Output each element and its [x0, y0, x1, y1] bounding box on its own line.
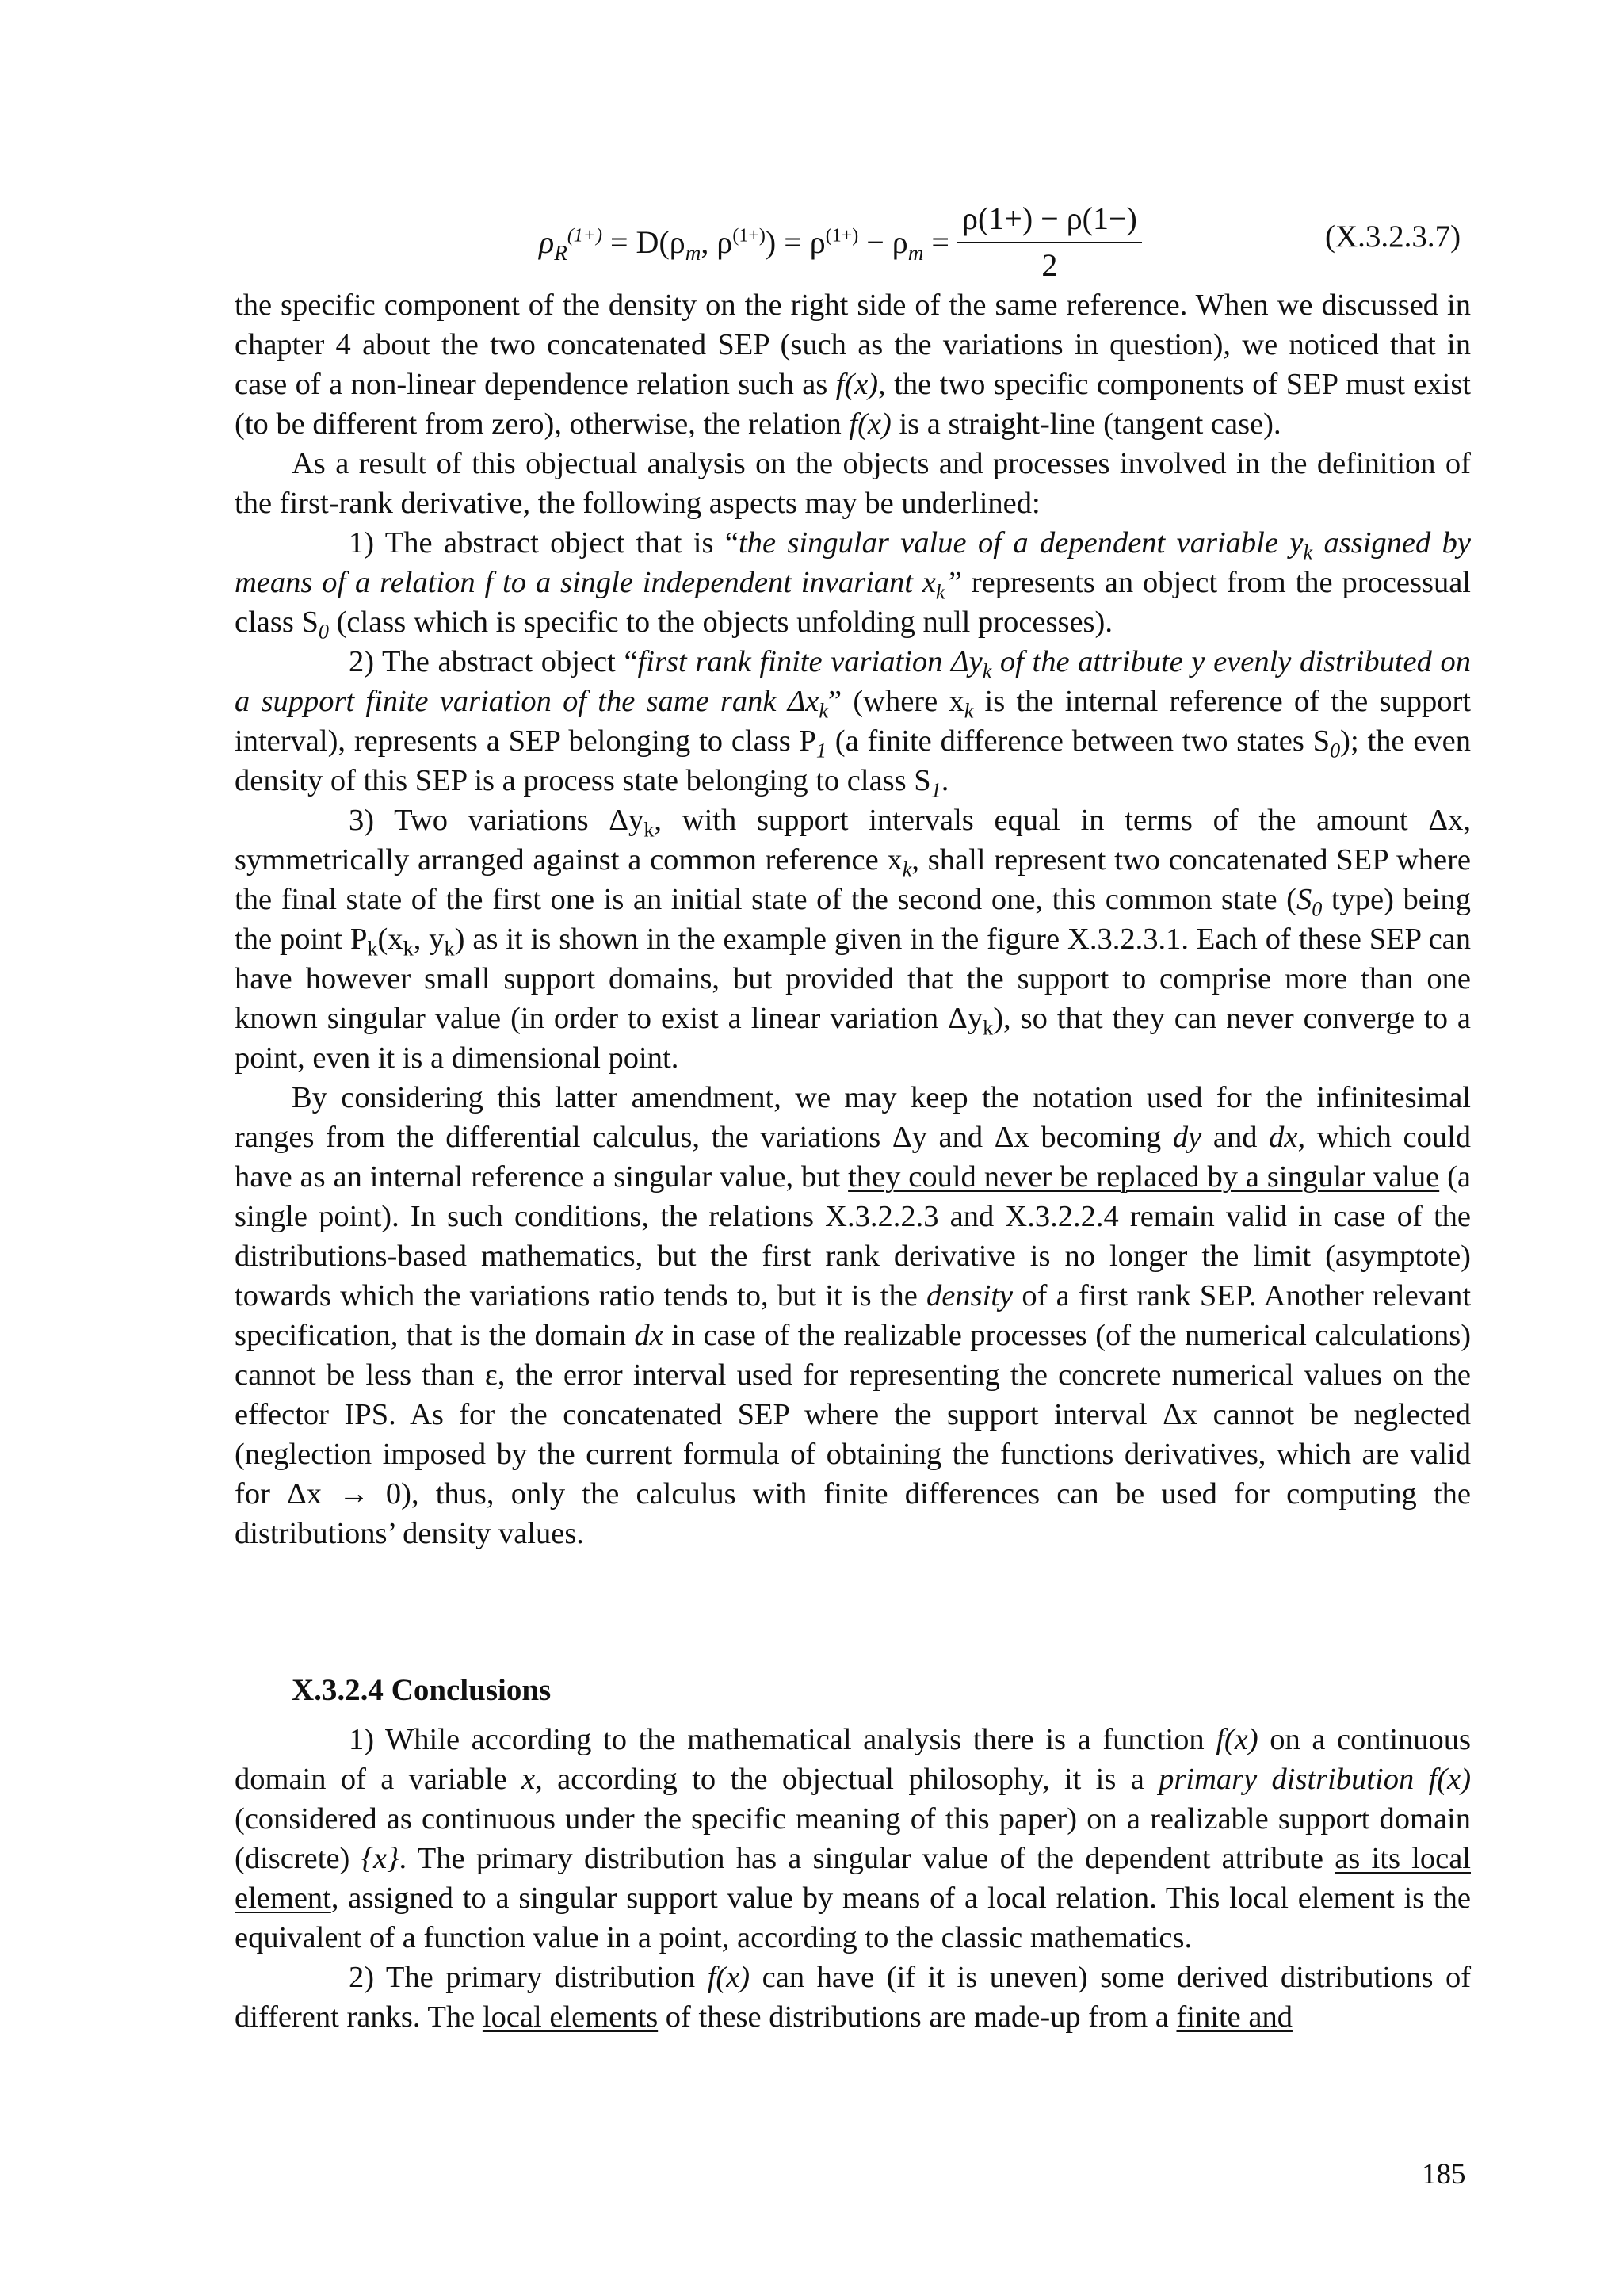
page-number: 185 [1422, 2158, 1466, 2191]
list-item-3: 3) Two variations $\Delta y_k$, with support intervals equal in terms of the amount Δx, symmetrically arranged against a common reference $x_k$, shall represent two concatenated SEP where the final state of the first one is an initial state of the second one, this common state ($S_0$ type) being the point $P_k(x_k$, $y_k$) as it is shown in the example given in the figure X.3.2.3.1. Each of these SEP can have however small support domains, but provided that the support to comprise more than one known singular value (in order to exist a linear variation $\Delta y_k$), so that they can never converge to a point, even it is a dimensional point. [235, 804, 1472, 1075]
conclusion-item-2: 2) The primary distribution f(x) can have (if it is uneven) some derived distributions of different ranks. The local elements of these distributions are made-up from a finite and [235, 1961, 1472, 2034]
eq-middle: = $D(\rho_m$, $\rho^{(1+)}) = \rho^{(1+)} - \rho_m$ = [610, 223, 949, 265]
eq-fraction-denominator: 2 [1041, 247, 1058, 283]
list-item-1: 1) The abstract object that is “the singular value of a dependent variable $y_k$ assigned by means of a relation f to a single independent invariant $x_k$” represents an object from the processual class $S_0$ (class which is specific to the objects unfolding null processes). [235, 526, 1471, 644]
equation-number: (X.3.2.3.7) [1325, 220, 1461, 254]
conclusion-item-1: 1) While according to the mathematical analysis there is a function f(x) on a continuous domain of a variable x, according to the objectual philosophy, it is a primary distribution f(x) (considered as continuous under the specific meaning of this paper) on a realizable support domain (discrete) {x}. The primary distribution has a singular value of the dependent attribute as its local element, assigned to a singular support value by means of a local relation. This local element is the equivalent of a function value in a point, according to the classic mathematics. [235, 1723, 1472, 1954]
body-text-conclusions [235, 1720, 1471, 2037]
paragraph-2: As a result of this objectual analysis on the objects and processes involved in the definition of the first-rank derivative, the following aspects may be underlined: [235, 447, 1471, 520]
section-heading: X.3.2.4 Conclusions [292, 1673, 552, 1707]
eq-fraction [957, 200, 1142, 284]
eq-fraction-numerator: ρ(1+) − ρ(1−) [957, 200, 1142, 243]
body-text-upper [235, 285, 1471, 1553]
paragraph-1: the specific component of the density on the right side of the same reference. When we discussed in chapter 4 about the two concatenated SEP (such as the variations in question), we noticed that in case of a non-linear dependence relation such as f(x), the two specific components of SEP must exist (to be different from zero), otherwise, the relation f(x) is a straight-line (tangent case). [235, 288, 1472, 441]
paragraph-3: By considering this latter amendment, we may keep the notation used for the infinitesimal ranges from the differential calculus, the variations Δy and Δx becoming dy and dx, which could have as an internal reference a singular value, but they could never be replaced by a singular value (a single point). In such conditions, the relations X.3.2.2.3 and X.3.2.2.4 remain valid in case of the distributions-based mathematics, but the first rank derivative is no longer the limit (asymptote) towards which the variations ratio tends to, but it is the density of a first rank SEP. Another relevant specification, that is the domain dx in case of the realizable processes (of the numerical calculations) cannot be less than ε, the error interval used for representing the concrete numerical values on the effector IPS. As for the concatenated SEP where the support interval Δx cannot be neglected (neglection imposed by the current formula of obtaining the functions derivatives, which are valid for Δx → 0), thus, only the calculus with finite differences can be used for computing the distributions’ density values. [235, 1081, 1472, 1550]
equation-x-3-2-3-7 [539, 190, 1189, 293]
list-item-2: 2) The abstract object “first rank finite variation $\Delta y_k$ of the attribute y evenly distributed on a support finite variation of the same rank $\Delta x_k$” (where $x_k$ is the internal reference of the support interval), represents a SEP belonging to class $P_1$ (a finite difference between two states $S_0$); the even density of this SEP is a process state belonging to class $S_1$. [235, 645, 1471, 802]
eq-lhs: $\rho_R^{(1+)}$ [539, 223, 602, 265]
